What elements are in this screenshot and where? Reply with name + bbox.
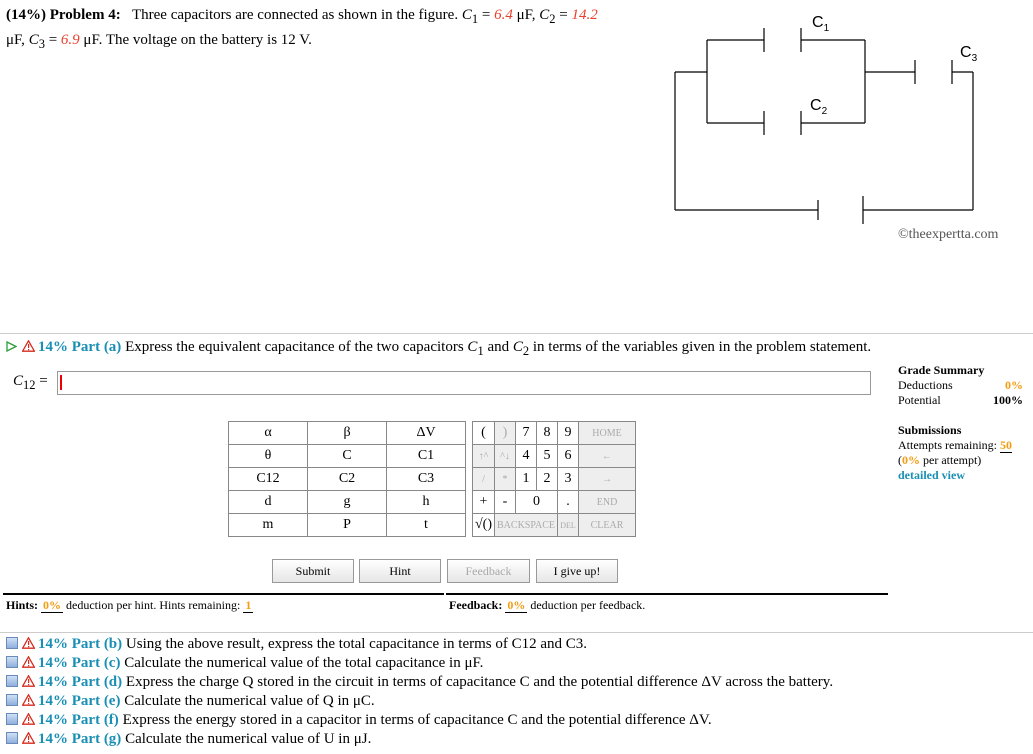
key-7[interactable]: 7 <box>516 422 537 445</box>
c3-symbol: C <box>28 32 39 48</box>
c2-label: $C_2$ <box>810 97 828 117</box>
attempts-value: 50 <box>999 438 1012 452</box>
detailed-view-link[interactable]: detailed view <box>898 468 965 482</box>
part-f-text: Express the energy stored in a capacitor in terms of capacitance C and the potential difference ΔV. <box>122 712 712 728</box>
part-f-label[interactable]: 14% Part (f) <box>38 712 119 728</box>
key-end[interactable]: END <box>579 491 636 514</box>
variable-keypad <box>228 421 466 537</box>
unit: μF, <box>6 32 25 48</box>
warning-icon <box>22 637 35 649</box>
key-c12[interactable]: C12 <box>229 468 308 491</box>
key-paren-open[interactable]: ( <box>473 422 495 445</box>
key-backspace[interactable]: BACKSPACE <box>495 514 558 537</box>
c3-label: $C_3$ <box>960 44 978 64</box>
key-8[interactable]: 8 <box>537 422 558 445</box>
circuit-diagram <box>660 0 1030 225</box>
key-left[interactable]: ← <box>579 445 636 468</box>
hints-label: Hints: <box>6 598 39 612</box>
numeric-keypad <box>472 421 636 537</box>
per-attempt: (0% per attempt) <box>898 453 982 467</box>
part-a-label[interactable]: 14% Part (a) <box>38 339 122 355</box>
give-up-button[interactable]: I give up! <box>536 559 618 583</box>
key-plus[interactable]: + <box>473 491 495 514</box>
c3-sub: 3 <box>38 37 45 51</box>
key-multiply[interactable]: * <box>495 468 516 491</box>
key-c1[interactable]: C1 <box>387 445 466 468</box>
part-d-text: Express the charge Q stored in the circuit in terms of capacitance C and the potential difference ΔV across the battery. <box>125 674 834 690</box>
key-h[interactable]: h <box>387 491 466 514</box>
key-6[interactable]: 6 <box>558 445 579 468</box>
c2-value: 14.2 <box>571 7 598 23</box>
key-d[interactable]: d <box>229 491 308 514</box>
key-sqrt[interactable]: √() <box>473 514 495 537</box>
expand-icon[interactable] <box>6 713 18 725</box>
hints-text: deduction per hint. Hints remaining: <box>66 598 241 612</box>
parts-list <box>6 635 833 749</box>
eq-sign: = <box>559 7 568 23</box>
key-del[interactable]: DEL <box>558 514 579 537</box>
c2-sub: 2 <box>549 12 556 26</box>
answer-label: $C_{12}$ = <box>13 373 48 392</box>
submit-button[interactable]: Submit <box>272 559 354 583</box>
c1-value: 6.4 <box>494 7 513 23</box>
attempts-remaining: Attempts remaining: 50 <box>898 438 1012 452</box>
key-2[interactable]: 2 <box>537 468 558 491</box>
c1-symbol: C <box>461 7 472 23</box>
feedback-button[interactable]: Feedback <box>447 559 530 583</box>
key-p[interactable]: P <box>308 514 387 537</box>
part-g-label[interactable]: 14% Part (g) <box>38 731 122 747</box>
key-1[interactable]: 1 <box>516 468 537 491</box>
c1-label: $C_1$ <box>812 14 830 34</box>
part-g-text: Calculate the numerical value of U in μJ. <box>125 731 372 747</box>
part-d-row[interactable] <box>6 673 833 692</box>
key-home[interactable]: HOME <box>579 422 636 445</box>
deductions-value: 0% <box>1005 378 1023 392</box>
warning-icon <box>22 656 35 668</box>
part-a-sub2: 2 <box>522 344 530 358</box>
c3-value: 6.9 <box>60 32 80 48</box>
warning-icon <box>22 694 35 706</box>
key-g[interactable]: g <box>308 491 387 514</box>
feedback-pct: 0% <box>507 598 526 612</box>
answer-input[interactable] <box>57 371 871 395</box>
c1-sub: 1 <box>471 12 479 26</box>
part-c-text: Calculate the numerical value of the total capacitance in μF. <box>124 655 484 671</box>
parts-divider <box>0 632 1033 633</box>
key-t[interactable]: t <box>387 514 466 537</box>
key-down[interactable]: ^↓ <box>495 445 516 468</box>
feedback-label: Feedback: <box>449 598 503 612</box>
hints-panel <box>3 593 444 631</box>
key-4[interactable]: 4 <box>516 445 537 468</box>
part-g-row[interactable] <box>6 730 833 749</box>
key-m[interactable]: m <box>229 514 308 537</box>
part-b-label[interactable]: 14% Part (b) <box>38 636 123 652</box>
problem-statement <box>6 5 656 55</box>
hints-pct: 0% <box>43 598 62 612</box>
part-c-label[interactable]: 14% Part (c) <box>38 655 121 671</box>
expand-icon[interactable] <box>6 637 18 649</box>
part-a-header <box>6 338 871 361</box>
c2-symbol: C <box>539 7 550 23</box>
key-9[interactable]: 9 <box>558 422 579 445</box>
problem-text-intro: Three capacitors are connected as shown in the figure. <box>131 7 459 23</box>
text-cursor <box>60 375 62 390</box>
key-c2[interactable]: C2 <box>308 468 387 491</box>
part-e-label[interactable]: 14% Part (e) <box>38 693 121 709</box>
copyright-text: ©theexpertta.com <box>898 227 999 242</box>
key-divide[interactable]: / <box>473 468 495 491</box>
part-a-c1: C <box>467 339 478 355</box>
warning-icon <box>22 340 35 352</box>
key-c3[interactable]: C3 <box>387 468 466 491</box>
play-icon[interactable] <box>6 341 17 352</box>
warning-icon <box>22 732 35 744</box>
key-up[interactable]: ↑^ <box>473 445 495 468</box>
eq-sign: = <box>48 32 58 48</box>
part-e-row[interactable] <box>6 692 833 711</box>
part-a-text-post: in terms of the variables given in the problem statement. <box>532 339 872 355</box>
grade-summary-title: Grade Summary <box>898 363 985 377</box>
key-alpha[interactable]: α <box>229 422 308 445</box>
key-right[interactable]: → <box>579 468 636 491</box>
submissions-title: Submissions <box>898 423 962 437</box>
part-b-text: Using the above result, express the total capacitance in terms of C12 and C3. <box>125 636 588 652</box>
deductions-label: Deductions <box>898 378 953 392</box>
key-clear[interactable]: CLEAR <box>579 514 636 537</box>
key-delta-v[interactable]: ΔV <box>387 422 466 445</box>
hint-button[interactable]: Hint <box>359 559 441 583</box>
key-theta[interactable]: θ <box>229 445 308 468</box>
key-c[interactable]: C <box>308 445 387 468</box>
part-a-c2: C <box>512 339 523 355</box>
eq-sign: = <box>481 7 491 23</box>
problem-percent: (14%) <box>6 7 46 23</box>
part-a-text: Express the equivalent capacitance of the two capacitors <box>125 339 464 355</box>
part-e-text: Calculate the numerical value of Q in μC. <box>124 693 375 709</box>
key-dot[interactable]: . <box>558 491 579 514</box>
key-beta[interactable]: β <box>308 422 387 445</box>
feedback-panel <box>446 593 888 631</box>
key-5[interactable]: 5 <box>537 445 558 468</box>
problem-text-end: μF. The voltage on the battery is 12 V. <box>83 32 312 48</box>
key-0[interactable]: 0 <box>516 491 558 514</box>
part-b-row[interactable] <box>6 635 833 654</box>
warning-icon <box>22 713 35 725</box>
grade-summary <box>898 363 1023 483</box>
unit: μF, <box>516 7 536 23</box>
key-paren-close[interactable]: ) <box>495 422 516 445</box>
part-a-and: and <box>487 339 510 355</box>
hints-remaining: 1 <box>245 598 252 612</box>
potential-label: Potential <box>898 393 941 407</box>
key-3[interactable]: 3 <box>558 468 579 491</box>
expand-icon[interactable] <box>6 656 18 668</box>
expand-icon[interactable] <box>6 694 18 706</box>
part-f-row[interactable] <box>6 711 833 730</box>
potential-value: 100% <box>993 393 1023 407</box>
part-c-row[interactable] <box>6 654 833 673</box>
feedback-text: deduction per feedback. <box>530 598 646 612</box>
part-divider <box>0 333 1033 334</box>
part-a-sub1: 1 <box>477 344 484 358</box>
key-minus[interactable]: - <box>495 491 516 514</box>
expand-icon[interactable] <box>6 675 18 687</box>
part-d-label[interactable]: 14% Part (d) <box>38 674 123 690</box>
problem-title: Problem 4: <box>49 7 121 23</box>
warning-icon <box>22 675 35 687</box>
expand-icon[interactable] <box>6 732 18 744</box>
